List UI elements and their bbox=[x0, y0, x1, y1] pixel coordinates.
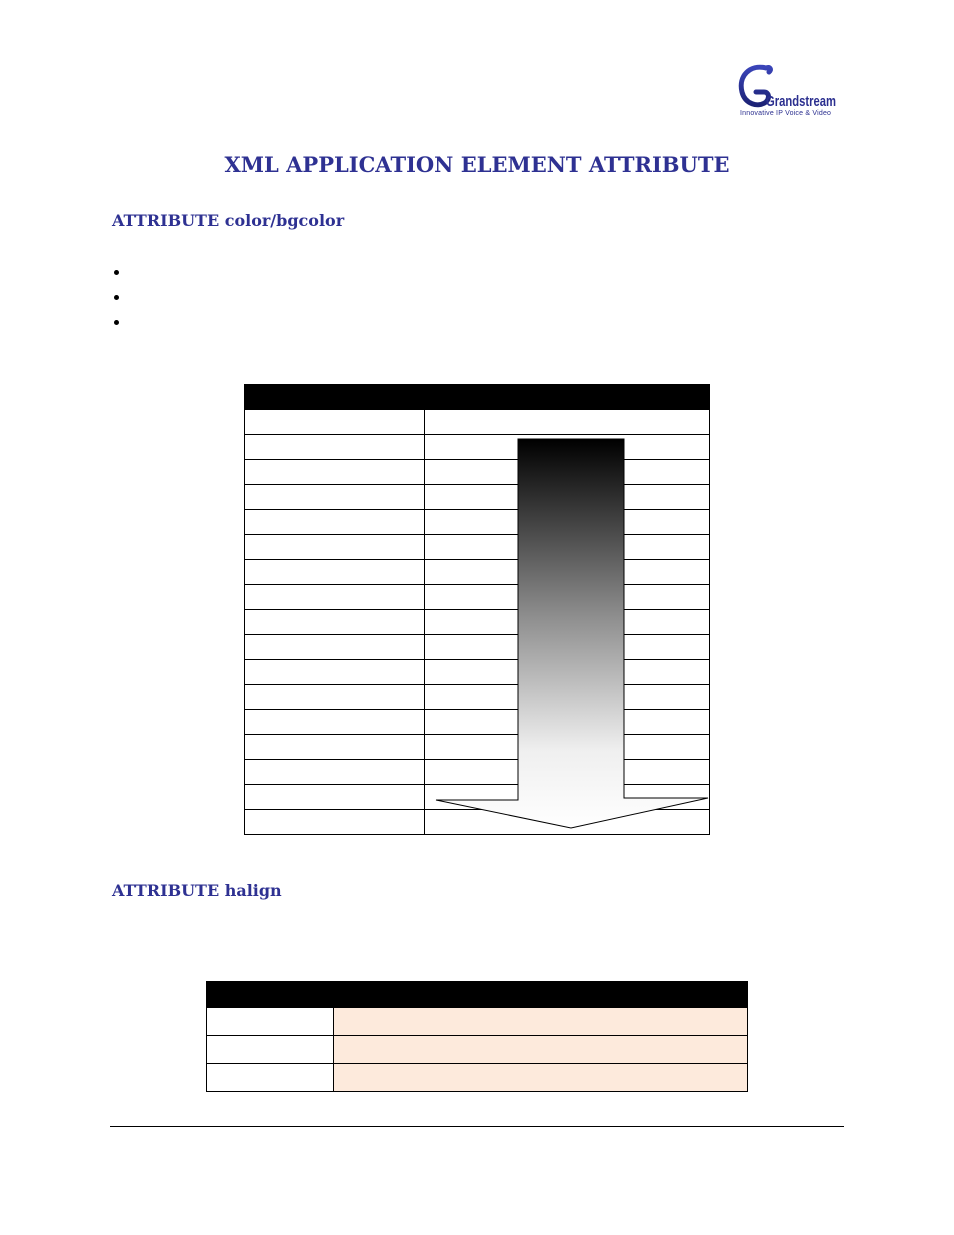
logo-wordmark: Grandstream bbox=[766, 93, 836, 110]
table-cell bbox=[245, 435, 425, 460]
table-cell bbox=[245, 660, 425, 685]
table-cell bbox=[207, 1064, 334, 1092]
table-row bbox=[207, 1064, 748, 1092]
table-cell bbox=[425, 410, 710, 435]
table-cell bbox=[245, 485, 425, 510]
logo-tagline: Innovative IP Voice & Video bbox=[740, 110, 832, 117]
table-cell bbox=[245, 735, 425, 760]
table-cell bbox=[245, 785, 425, 810]
table-cell bbox=[245, 635, 425, 660]
table-cell bbox=[245, 610, 425, 635]
table-cell bbox=[245, 585, 425, 610]
table-cell bbox=[334, 1036, 748, 1064]
table-cell bbox=[245, 710, 425, 735]
table-header-cell bbox=[207, 982, 334, 1008]
table-cell bbox=[245, 685, 425, 710]
footer-divider bbox=[110, 1126, 844, 1127]
table-cell bbox=[245, 460, 425, 485]
table-cell bbox=[207, 1008, 334, 1036]
table-cell bbox=[334, 1008, 748, 1036]
table-cell bbox=[207, 1036, 334, 1064]
section-heading-halign: ATTRIBUTE halign bbox=[112, 881, 282, 900]
bullet-icon bbox=[114, 295, 119, 300]
page-title: XML APPLICATION ELEMENT ATTRIBUTE bbox=[224, 152, 730, 177]
table-row bbox=[245, 410, 710, 435]
halign-table bbox=[206, 981, 748, 1092]
table-header-row bbox=[207, 982, 748, 1008]
table-cell bbox=[245, 535, 425, 560]
table-header-cell bbox=[425, 385, 710, 410]
bullet-icon bbox=[114, 320, 119, 325]
section-heading-color: ATTRIBUTE color/bgcolor bbox=[112, 211, 345, 230]
table-cell bbox=[334, 1064, 748, 1092]
table-row bbox=[207, 1008, 748, 1036]
table-header-cell bbox=[334, 982, 748, 1008]
table-row bbox=[207, 1036, 748, 1064]
bullet-icon bbox=[114, 270, 119, 275]
table-cell bbox=[245, 560, 425, 585]
table-cell bbox=[245, 410, 425, 435]
table-header-cell bbox=[245, 385, 425, 410]
gradient-arrow-icon bbox=[434, 438, 710, 830]
table-cell bbox=[245, 810, 425, 835]
table-header-row bbox=[245, 385, 710, 410]
table-cell bbox=[245, 510, 425, 535]
table-cell bbox=[245, 760, 425, 785]
halign-table-body bbox=[207, 1008, 748, 1092]
